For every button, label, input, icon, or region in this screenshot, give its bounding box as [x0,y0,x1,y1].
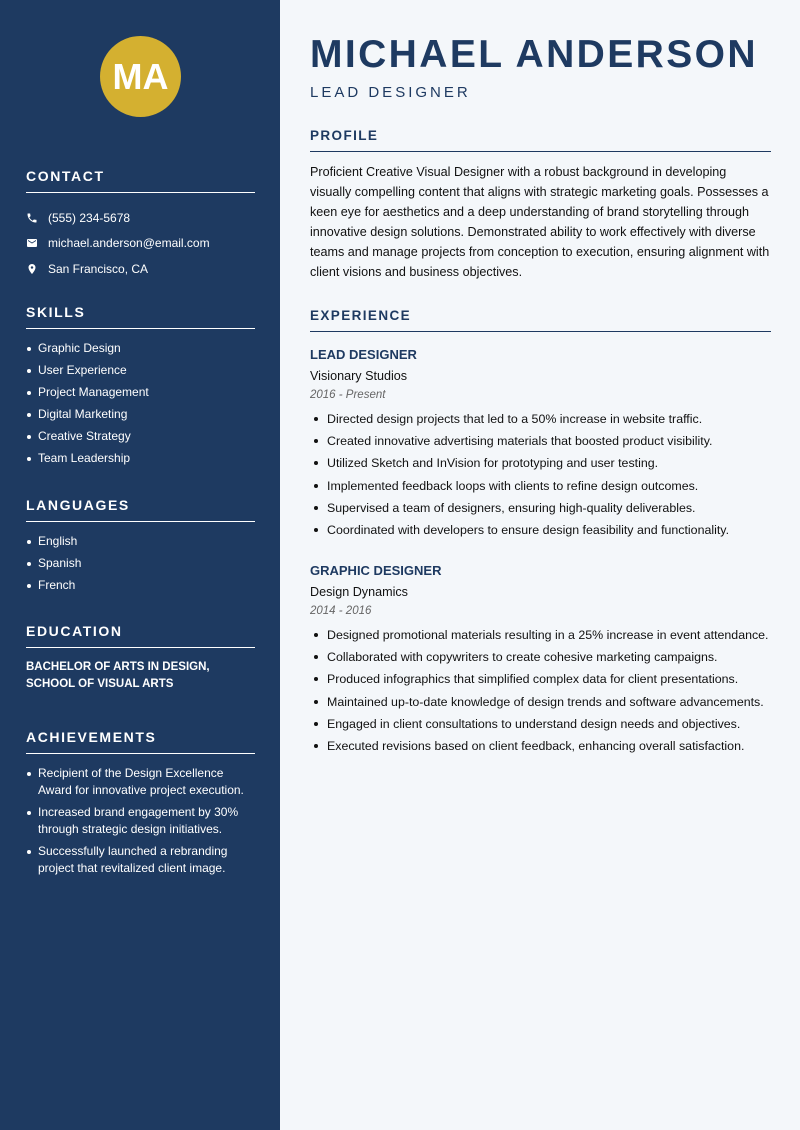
job-bullet: Maintained up-to-date knowledge of design trends and software advancements. [310,693,771,711]
avatar-initials: MA [100,36,181,117]
sidebar [0,0,280,1130]
job-bullets [310,410,771,539]
job-title: GRAPHIC DESIGNER [310,563,442,578]
job-bullet: Directed design projects that led to a 50% increase in website traffic. [310,410,771,428]
job-bullet: Produced infographics that simplified complex data for client presentations. [310,670,771,688]
job-title: LEAD DESIGNER [310,347,417,362]
education-section [26,623,255,693]
job-bullet: Collaborated with copywriters to create cohesive marketing campaigns. [310,648,771,666]
achievements-section [26,729,255,882]
contact-phone [26,205,255,231]
language-item: French [26,577,255,594]
achievement-item: Increased brand engagement by 30% through strategic design initiatives. [26,804,255,838]
education-heading: EDUCATION [26,623,255,648]
email-text: michael.anderson@email.com [48,236,210,251]
education-degree: BACHELOR OF ARTS IN DESIGN, SCHOOL OF VISUAL ARTS [26,661,210,690]
job-bullet: Coordinated with developers to ensure design feasibility and functionality. [310,521,771,539]
skills-section [26,304,255,472]
skill-item: Team Leadership [26,450,255,467]
candidate-name: MICHAEL ANDERSON [310,33,758,76]
job-dates: 2016 - Present [310,389,386,401]
experience-section [310,308,771,332]
skills-heading: SKILLS [26,304,255,329]
languages-heading: LANGUAGES [26,497,255,522]
contact-heading: CONTACT [26,168,255,193]
experience-heading: EXPERIENCE [310,308,771,332]
contact-location [26,256,255,282]
achievements-list [26,765,255,877]
job-bullet: Utilized Sketch and InVision for prototyping and user testing. [310,454,771,472]
achievements-heading: ACHIEVEMENTS [26,729,255,754]
skill-item: User Experience [26,362,255,379]
candidate-role: LEAD DESIGNER [310,84,471,101]
language-item: Spanish [26,555,255,572]
skills-list [26,340,255,467]
job-bullet: Implemented feedback loops with clients to refine design outcomes. [310,477,771,495]
skill-item: Creative Strategy [26,428,255,445]
skill-item: Project Management [26,384,255,401]
skill-item: Graphic Design [26,340,255,357]
contact-section [26,168,255,282]
job-bullets [310,626,771,755]
profile-text: Proficient Creative Visual Designer with a robust background in developing visually compelling content that aligns with strategic marketing goals. Possesses a keen eye for aesthetics and a deep understanding of brand storytelling through innovative design solutions. Demonstrated ability to work effectively with diverse teams and manage projects from conception to execution, ensuring alignment with client visions and business objectives. [310,165,770,279]
languages-list [26,533,255,594]
job-company: Design Dynamics [310,585,408,599]
profile-heading: PROFILE [310,128,771,152]
job-bullet: Supervised a team of designers, ensuring high-quality deliverables. [310,499,771,517]
phone-text: (555) 234-5678 [48,210,131,225]
job-entry [310,563,771,759]
job-dates: 2014 - 2016 [310,605,372,617]
job-company: Visionary Studios [310,369,408,383]
job-entry [310,347,771,543]
contact-email [26,231,255,257]
achievement-item: Recipient of the Design Excellence Award for innovative project execution. [26,765,255,799]
job-bullet: Created innovative advertising materials that boosted product visibility. [310,432,771,450]
phone-icon [26,212,48,224]
job-bullet: Designed promotional materials resulting in a 25% increase in event attendance. [310,626,771,644]
location-pin-icon [26,263,48,275]
job-bullet: Executed revisions based on client feedback, enhancing overall satisfaction. [310,737,771,755]
profile-section [310,128,771,282]
language-item: English [26,533,255,550]
languages-section [26,497,255,599]
contact-list [26,205,255,282]
job-bullet: Engaged in client consultations to understand design needs and objectives. [310,715,771,733]
achievement-item: Successfully launched a rebranding project that revitalized client image. [26,843,255,877]
location-text: San Francisco, CA [48,261,149,276]
skill-item: Digital Marketing [26,406,255,423]
email-icon [26,237,48,249]
